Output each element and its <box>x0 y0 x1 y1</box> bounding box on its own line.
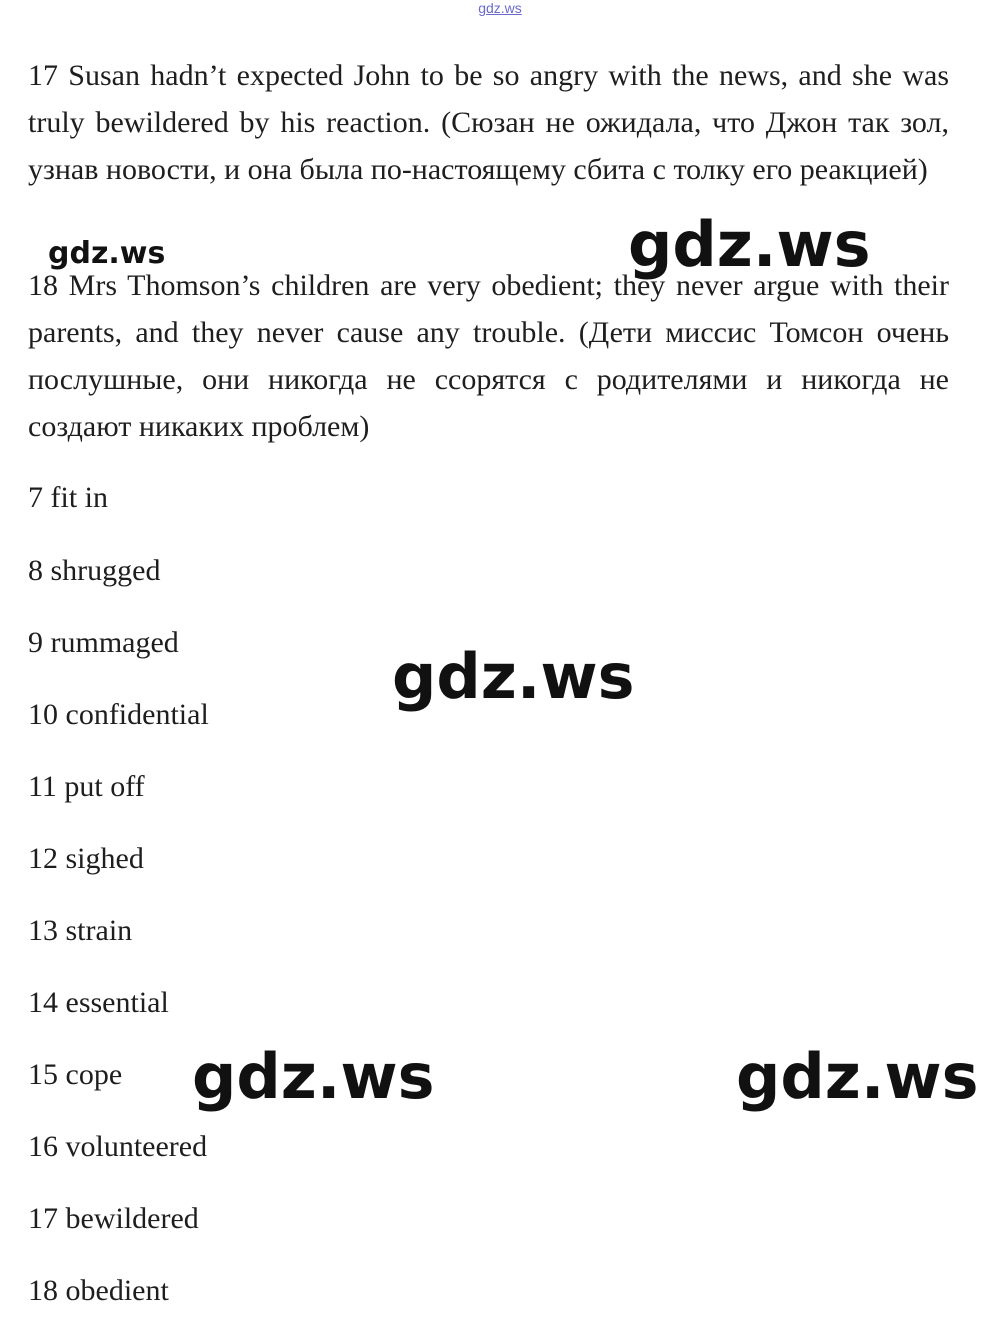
answer-item: 8 shrugged <box>28 554 161 587</box>
watermark-center: gdz.ws <box>392 640 635 713</box>
watermark-bottom-right: gdz.ws <box>736 1040 979 1113</box>
answer-item: 13 strain <box>28 914 133 947</box>
watermark-bottom-left: gdz.ws <box>192 1040 435 1113</box>
answer-item: 9 rummaged <box>28 626 179 659</box>
answer-item: 11 put off <box>28 770 145 803</box>
paragraph-17: 17 Susan hadn’t expected John to be so angry with the news, and she was truly bewildered by his reaction. (Сюзан не ожидала, что Джон так зол, узнав новости, и она была по-настоящему сбита с толку его реакцией) <box>28 59 949 186</box>
answer-item: 7 fit in <box>28 481 108 514</box>
answer-item: 16 volunteered <box>28 1130 208 1163</box>
watermark-small: gdz.ws <box>48 236 166 271</box>
watermark-top-right: gdz.ws <box>628 208 871 281</box>
paragraph-18: 18 Mrs Thomson’s children are very obedient; they never argue with their parents, and they never cause any trouble. (Дети миссис Томсон очень послушные, они никогда не ссорятся с родителями и никогда не создают никаких проблем) <box>28 269 949 443</box>
answer-item: 12 sighed <box>28 842 144 875</box>
answer-item: 15 cope <box>28 1058 123 1091</box>
answer-item: 14 essential <box>28 986 169 1019</box>
answer-item: 10 confidential <box>28 698 209 731</box>
header-watermark-link[interactable]: gdz.ws <box>478 0 522 16</box>
answer-item: 18 obedient <box>28 1274 169 1307</box>
answer-item: 17 bewildered <box>28 1202 199 1235</box>
